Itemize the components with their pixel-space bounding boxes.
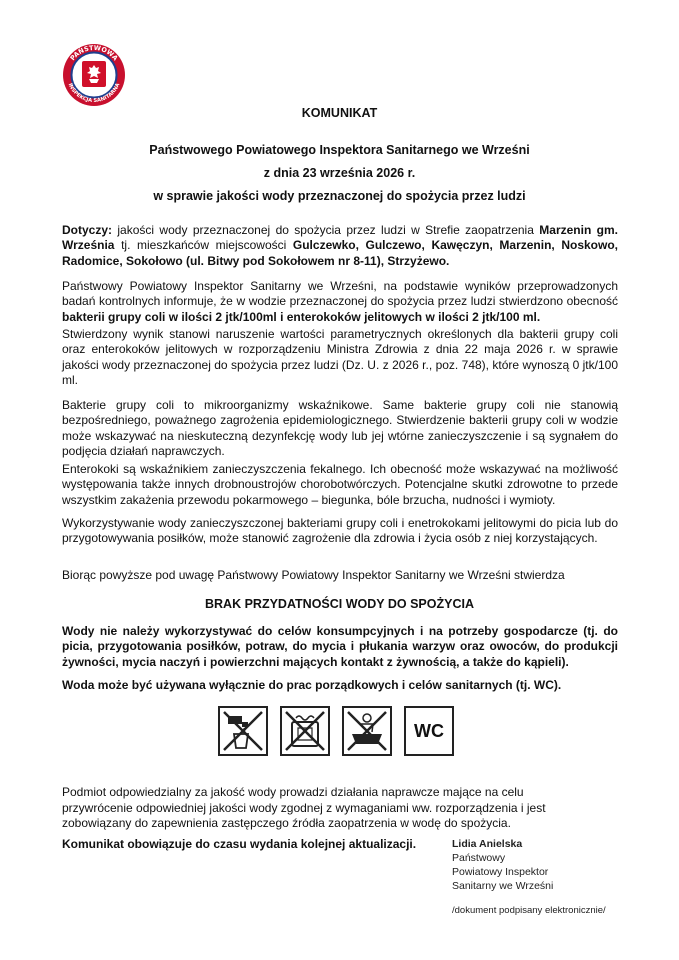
considering-paragraph: Biorąc powyższe pod uwagę Państwowy Powiatowy Inspektor Sanitarny we Wrześni stwierdza [62, 568, 565, 582]
concerns-text: jakości wody przeznaczonej do spożycia przez ludzi w Strefie zaopatrzenia [112, 223, 540, 237]
results-paragraph [62, 279, 618, 325]
svg-text:PAŃSTWOWA [69, 44, 120, 62]
document-title: KOMUNIKAT [301, 106, 378, 120]
results-text: Państwowy Powiatowy Inspektor Sanitarny we Wrześni, na podstawie wyników przeprowadzonych badań kontrolnych informuje, że w wodzie przeznaczonej do spożycia przez ludzi stwierdzono obecność [62, 279, 618, 309]
signatory-name: Lidia Anielska [452, 838, 523, 850]
logo-text-top: PAŃSTWOWA [68, 43, 120, 63]
wc-icon [404, 706, 454, 756]
subject-line: w sprawie jakości wody przeznaczonej do spożycia przez ludzi [153, 189, 526, 203]
concerns-label: Dotyczy: [62, 223, 113, 237]
date-line: z dnia 23 września 2026 r. [263, 166, 416, 180]
concerns-paragraph [62, 223, 618, 269]
violation-paragraph: Stwierdzony wynik stanowi naruszenie wartości parametrycznych określonych dla bakterii grupy coli oraz enterokoków jelitowych w rozporządzeniu Ministra Zdrowia z dnia 22 maja 2026 r. w sprawie jakości wody przeznaczonej do spożycia przez ludzi (Dz. U. z 2026 r., poz. 748), które wynoszą 0 jtk/100 ml. [62, 327, 618, 387]
results-finding: bakterii grupy coli w ilości 2 jtk/100ml i enterokoków jelitowych w ilości 2 jtk/100 ml. [62, 309, 541, 324]
affected-places: Gulczewko, Gulczewo, Kawęczyn, Marzenin, Noskowo, Radomice, Sokołowo (ul. Bitwy pod Sokołowem nr 8-11), Strzyżewo. [62, 238, 618, 268]
logo-text-bottom: INSPEKCJA SANITARNA [66, 82, 122, 105]
coli-paragraph: Bakterie grupy coli to mikroorganizmy wskaźnikowe. Same bakterie grupy coli nie stanowią bezpośredniego, poważnego zagrożenia epidemiologicznego. Stwierdzenie bakterii grupy coli w wodzie może wskazywać na nieskuteczną dezynfekcję wody lub jej wtórne zanieczyszczenie i są sygnałem do podjęcia działań naprawczych. [62, 398, 618, 458]
concerns-text-2: tj. mieszkańców miejscowości [114, 238, 293, 253]
issuer-line: Państwowego Powiatowego Inspektora Sanitarnego we Wrześni [149, 143, 530, 157]
no-bathing-icon [342, 706, 392, 756]
svg-text:INSPEKCJA SANITARNA [67, 82, 122, 104]
enterococci-paragraph: Enterokoki są wskaźnikiem zanieczyszczenia fekalnego. Ich obecność może wskazywać na możliwość występowania także innych drobnoustrojów chorobotwórczych. Potencjalne skutki zdrowotne to przede wszystkim zakażenia przewodu pokarmowego – biegunka, bóle brzucha, nudności i wymioty. [62, 462, 618, 507]
supply-zone: Marzenin gm. Września [62, 223, 618, 253]
responsible-paragraph: Podmiot odpowiedzialny za jakość wody prowadzi działania naprawcze mające na celu przywrócenie odpowiedniej jakości wody zgodnej z wymaganiami ww. rozporządzenia i jest zobowiązany do zapewnienia zastępczego źródła zaopatrzenia w wodę do spożycia. [62, 785, 546, 830]
signatory-title-1: Państwowy [452, 852, 506, 864]
no-use-paragraph: Wody nie należy wykorzystywać do celów konsumpcyjnych i na potrzeby gospodarcze (tj. do picia, przygotowania posiłków, potraw, do mycia i płukania warzyw oraz owoców, do produkcji żywności, mycia naczyń i powierzchni mających kontakt z żywnością, a także do kąpieli). [62, 624, 618, 669]
sanitary-inspection-logo [62, 43, 126, 107]
sanitary-only-paragraph: Woda może być używana wyłącznie do prac porządkowych i celów sanitarnych (tj. WC). [62, 678, 562, 692]
validity-note: Komunikat obowiązuje do czasu wydania kolejnej aktualizacji. [62, 837, 417, 851]
no-drinking-icon [218, 706, 268, 756]
verdict-heading: BRAK PRZYDATNOŚCI WODY DO SPOŻYCIA [205, 597, 474, 611]
signatory-title-2: Powiatowy Inspektor [452, 866, 549, 878]
signatory-title-3: Sanitarny we Wrześni [452, 880, 554, 892]
no-cooking-icon [280, 706, 330, 756]
usage-risk-paragraph: Wykorzystywanie wody zanieczyszczonej bakteriami grupy coli i enetrokokami jelitowymi do picia lub do przygotowywania posiłków, może stanowić zagrożenie dla zdrowia i życia osób z niej korzystających. [62, 516, 618, 546]
wc-label: WC [414, 720, 444, 741]
electronic-signature-note: /dokument podpisany elektronicznie/ [452, 905, 606, 916]
